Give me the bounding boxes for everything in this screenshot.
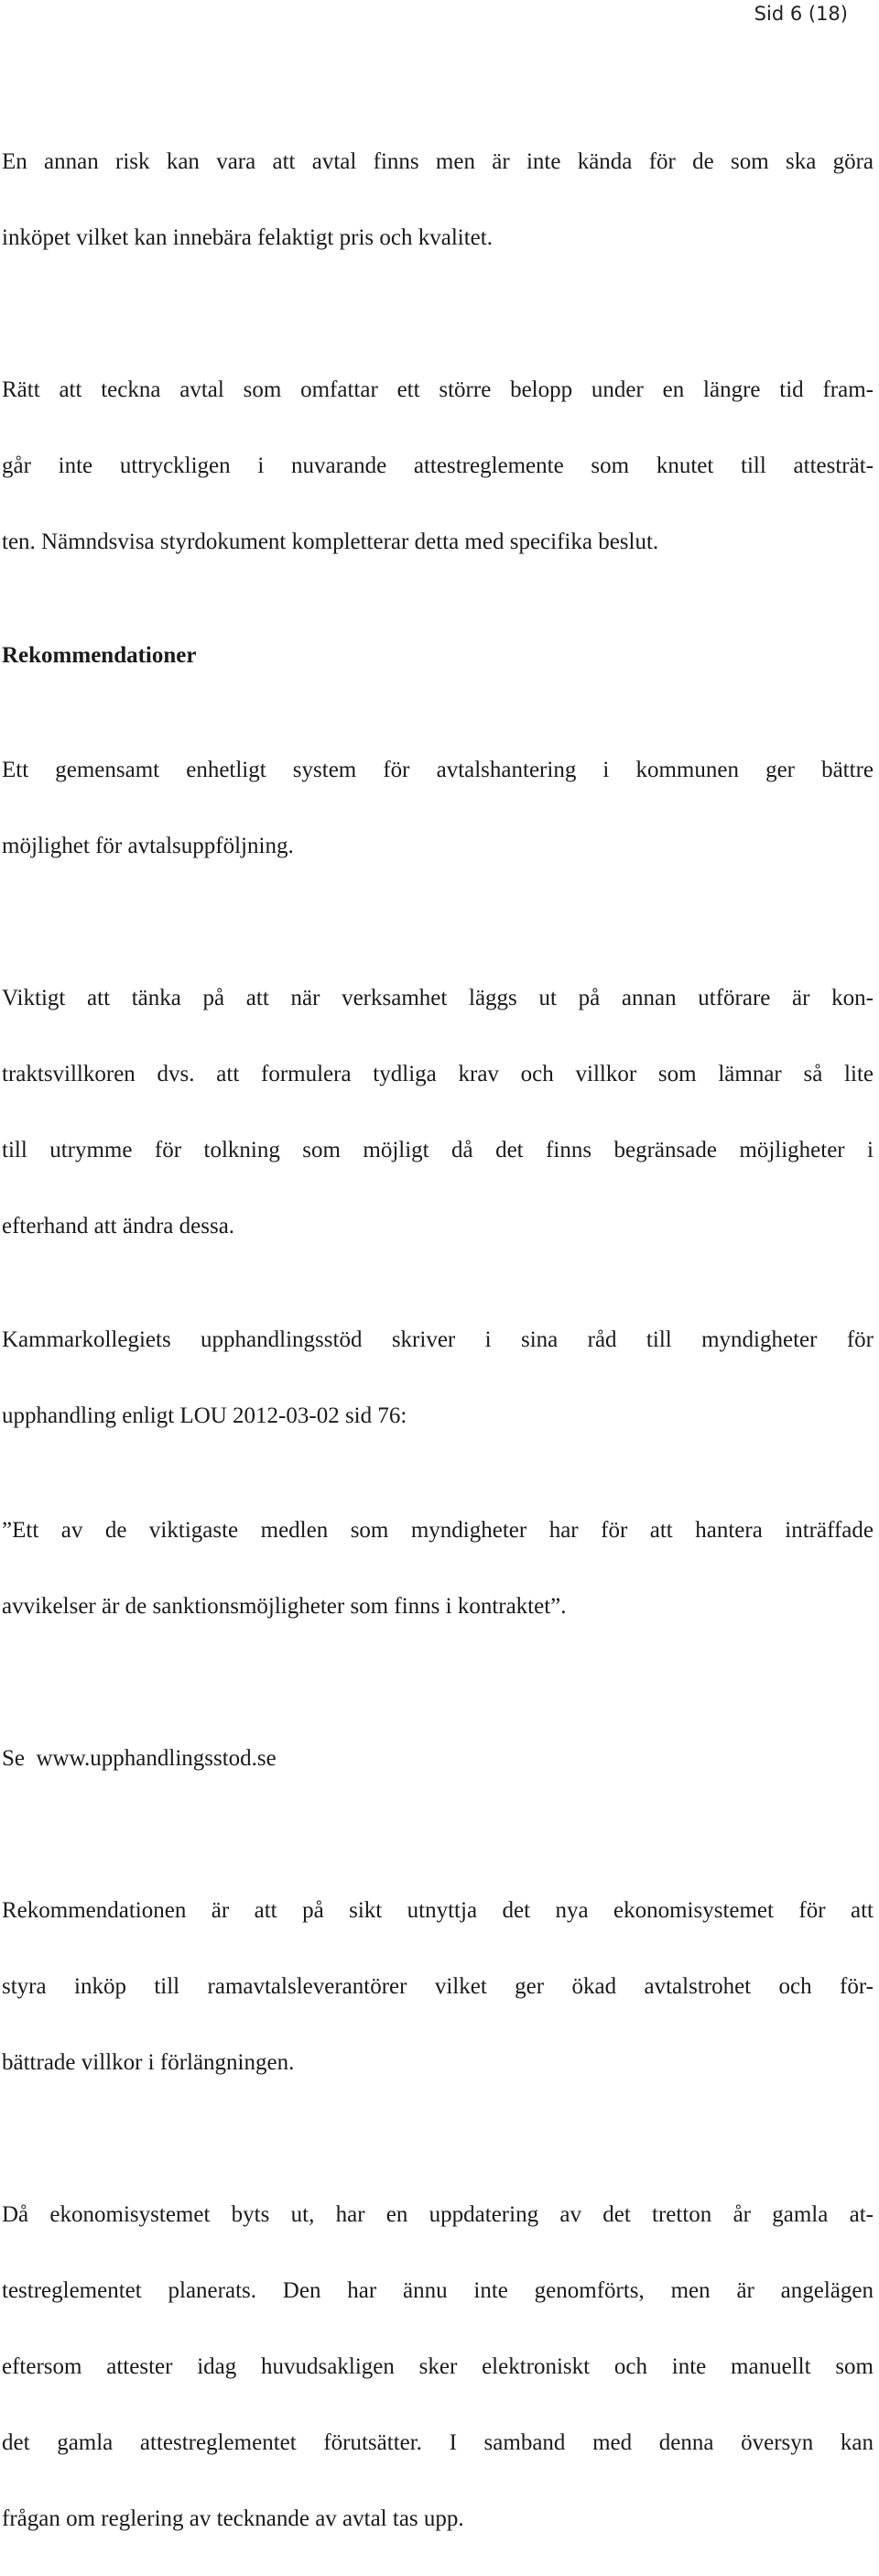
text-line: det gamla attestreglementet förutsätter. I samband med denna översyn kan bbox=[2, 2429, 874, 2455]
document-body bbox=[2, 104, 874, 2576]
section-heading: Rekommendationer bbox=[2, 643, 197, 668]
text-line: En annan risk kan vara att avtal finns men är inte kända för de som ska göra bbox=[2, 148, 874, 174]
text-line: ”Ett av de viktigaste medlen som myndigheter har för att hantera inträffade bbox=[2, 1517, 874, 1543]
text-line: Se www.upphandlingsstod.se bbox=[2, 1745, 277, 1771]
paragraph-rekommendationen bbox=[2, 1853, 874, 2120]
text-line: upphandling enligt LOU 2012-03-02 sid 76: bbox=[2, 1403, 407, 1428]
see-also-link bbox=[2, 1701, 874, 1816]
text-line: till utrymme för tolkning som möjligt då det finns begränsade möjligheter i bbox=[2, 1137, 874, 1162]
text-line: traktsvillkoren dvs. att formulera tydliga krav och villkor som lämnar så lite bbox=[2, 1061, 874, 1086]
text-line: Rekommendationen är att på sikt utnyttja det nya ekonomisystemet för att bbox=[2, 1897, 874, 1923]
text-line: styra inköp till ramavtalsleverantörer vilket ger ökad avtalstrohet och för- bbox=[2, 1973, 874, 1999]
paragraph-avtal-risk bbox=[2, 104, 874, 295]
text-line: avvikelser är de sanktionsmöjligheter som finns i kontraktet”. bbox=[2, 1593, 567, 1619]
text-line: eftersom attester idag huvudsakligen sker elektroniskt och inte manuellt som bbox=[2, 2353, 874, 2379]
text-line: Rätt att teckna avtal som omfattar ett större belopp under en längre tid fram- bbox=[2, 377, 874, 402]
text-line: Viktigt att tänka på att när verksamhet läggs ut på annan utförare är kon- bbox=[2, 985, 874, 1010]
text-line: inköpet vilket kan innebära felaktigt pris och kvalitet. bbox=[2, 224, 493, 250]
paragraph-ratt-att-teckna bbox=[2, 333, 874, 599]
text-line: frågan om reglering av tecknande av avtal tas upp. bbox=[2, 2505, 464, 2531]
text-line: bättrade villkor i förlängningen. bbox=[2, 2049, 295, 2075]
quote-block bbox=[2, 1473, 874, 1664]
text-line: möjlighet för avtalsuppföljning. bbox=[2, 833, 294, 858]
text-line: testreglementet planerats. Den har ännu inte genomförts, men är angelägen bbox=[2, 2277, 874, 2303]
text-line: ten. Nämndsvisa styrdokument kompletterar detta med specifika beslut. bbox=[2, 529, 659, 554]
paragraph-kontraktsvillkor bbox=[2, 941, 874, 1283]
text-line: efterhand att ändra dessa. bbox=[2, 1213, 235, 1239]
paragraph-avtalshantering bbox=[2, 713, 874, 903]
text-line: Kammarkollegiets upphandlingsstöd skriver i sina råd till myndigheter för bbox=[2, 1327, 874, 1352]
paragraph-kammarkollegiet bbox=[2, 1283, 874, 1474]
text-line: går inte uttryckligen i nuvarande attestreglemente som knutet till attesträt- bbox=[2, 453, 874, 478]
paragraph-ekonomisystemet bbox=[2, 2157, 874, 2576]
text-line: Ett gemensamt enhetligt system för avtalshantering i kommunen ger bättre bbox=[2, 757, 874, 782]
page-number: Sid 6 (18) bbox=[754, 3, 848, 25]
text-line: Då ekonomisystemet byts ut, har en uppdatering av det tretton år gamla at- bbox=[2, 2201, 874, 2227]
